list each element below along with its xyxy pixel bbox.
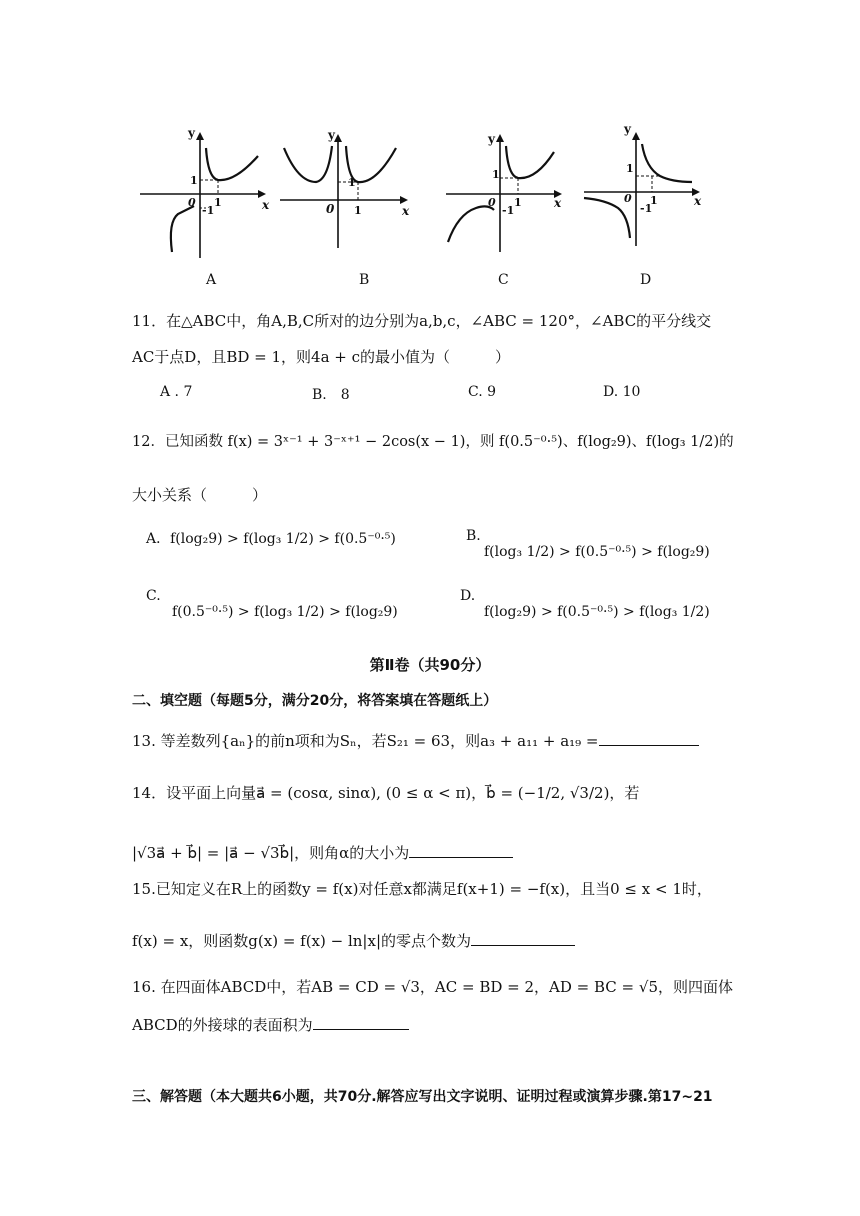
tick-one-y: 1 [492,168,500,181]
q12-option-b-label: B. [466,528,481,544]
axis-y-label: y [328,128,335,142]
q11-option-b[interactable]: B. 8 [312,387,350,403]
q14-line2-row [132,842,513,863]
q14-answer-blank[interactable] [409,857,513,858]
tick-one-x: 1 [354,204,362,217]
axis-x-label: x [402,204,410,218]
q12-option-d-label: D. [460,588,476,604]
axis-y-label: y [624,122,631,136]
q11-line1: 11．在△ABC中，角A,B,C所对的边分别为a,b,c，∠ABC = 120°，∠ABC的平分线交 [132,312,712,330]
graph-label-c: C [498,272,509,288]
q14-line1: 14．设平面上向量a⃗ = (cosα, sinα), (0 ≤ α < π)，b⃗ = (−1/2, √3/2)，若 [132,784,640,802]
q11-option-c[interactable]: C. 9 [468,384,497,400]
section3-heading: 三、解答题（本大题共6小题，共70分.解答应写出文字说明、证明过程或演算步骤.第17~21 [132,1089,713,1105]
q11-option-a[interactable]: A . 7 [160,384,193,400]
q12-option-d[interactable]: f(log₂9) > f(0.5⁻⁰·⁵) > f(log₃ 1/2) [484,604,710,620]
origin-label: 0 [188,196,196,209]
q16-answer-blank[interactable] [313,1029,409,1030]
q12-line2: 大小关系（ ） [132,486,268,504]
q16-line1: 16. 在四面体ABCD中，若AB = CD = √3，AC = BD = 2，AD = BC = √5，则四面体 [132,978,733,996]
q15-answer-blank[interactable] [471,945,575,946]
tick-one-x: 1 [214,196,222,209]
tick-one-y: 1 [348,176,356,189]
origin-label: 0 [326,202,335,216]
graph-label-b: B [359,272,370,288]
axis-x-label: x [262,198,270,212]
tick-one-x: 1 [514,196,522,209]
q15-line2-row [132,930,575,951]
section2-heading: 二、填空题（每题5分，满分20分，将答案填在答题纸上） [132,693,498,709]
tick-one-x: 1 [650,194,658,207]
axis-y-label: y [188,126,195,140]
q12-option-c[interactable]: f(0.5⁻⁰·⁵) > f(log₃ 1/2) > f(log₂9) [172,604,398,620]
q13-text-row [132,730,699,751]
q11-line2: AC于点D，且BD = 1，则4a + c的最小值为（ ） [132,348,511,366]
tick-neg-one: -1 [202,204,215,217]
graph-c [440,124,580,274]
origin-label: 0 [624,192,632,205]
q12-option-b[interactable]: f(log₃ 1/2) > f(0.5⁻⁰·⁵) > f(log₂9) [484,544,710,560]
q15-line2: f(x) = x，则函数g(x) = f(x) − ln|x|的零点个数为 [132,932,471,950]
axis-x-label: x [554,196,562,210]
q16-line2: ABCD的外接球的表面积为 [132,1016,313,1034]
q13-answer-blank[interactable] [599,745,699,746]
q13-text: 13. 等差数列{aₙ}的前n项和为Sₙ，若S₂₁ = 63，则a₃ + a₁₁ + a₁₉ = [132,732,599,750]
q11-option-d[interactable]: D. 10 [603,384,641,400]
tick-one-y: 1 [190,174,198,187]
q12-line1: 12．已知函数 f(x) = 3ˣ⁻¹ + 3⁻ˣ⁺¹ − 2cos(x − 1)，则 f(0.5⁻⁰·⁵)、f(log₂9)、f(log₃ 1/2)的 [132,434,734,450]
q15-line1: 15.已知定义在R上的函数y = f(x)对任意x都满足f(x+1) = −f(x)，且当0 ≤ x < 1时， [132,880,712,898]
tick-one-y: 1 [626,162,634,175]
axis-x-label: x [694,194,702,208]
q16-line2-row [132,1014,409,1035]
q12-option-c-label: C. [146,588,161,604]
graph-d [580,118,720,268]
q14-line2: |√3a⃗ + b⃗| = |a⃗ − √3b⃗|，则角α的大小为 [132,844,410,862]
graph-label-d: D [640,272,652,288]
origin-label: 0 [488,196,496,209]
axis-y-label: y [488,132,495,146]
tick-neg-one: -1 [640,202,653,215]
section2-title: 第Ⅱ卷（共90分） [369,656,491,674]
graph-label-a: A [206,272,217,288]
graph-a [140,118,280,268]
tick-neg-one: -1 [502,204,515,217]
q12-option-a[interactable]: A．f(log₂9) > f(log₃ 1/2) > f(0.5⁻⁰·⁵) [146,531,396,547]
graph-b [280,124,420,274]
